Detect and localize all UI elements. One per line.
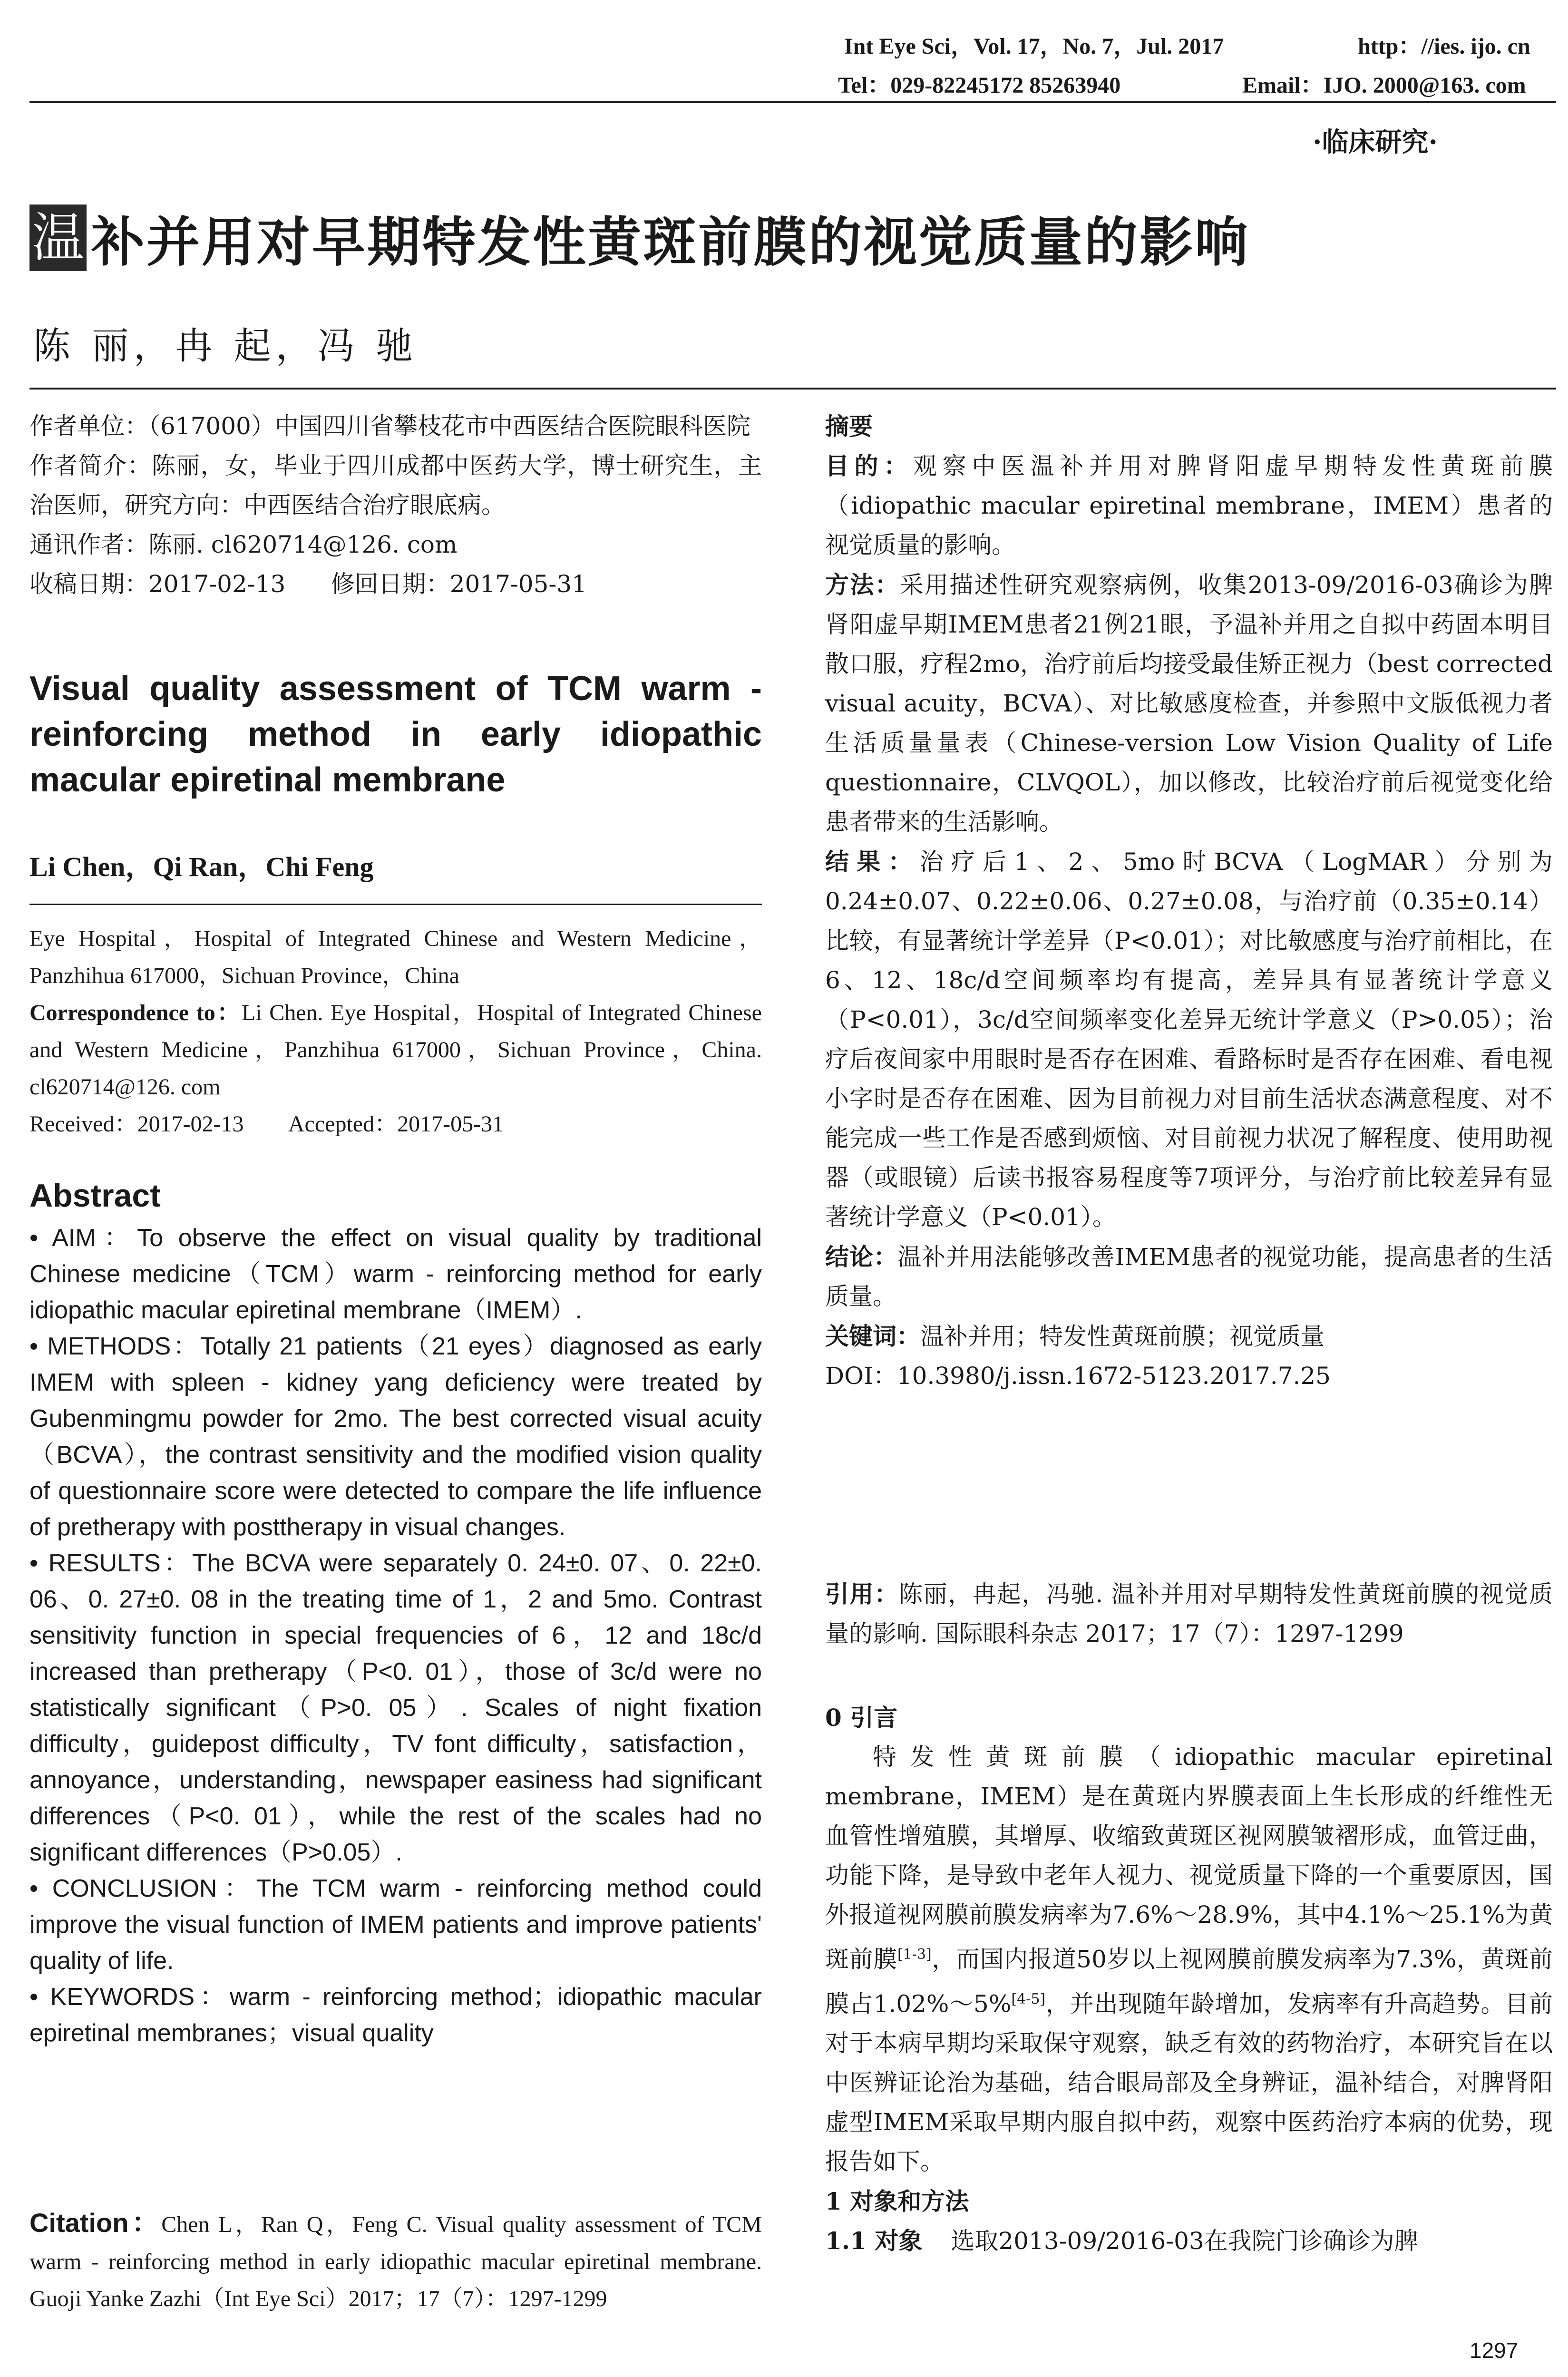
citation	[29, 2204, 762, 2318]
correspondence-label: Correspondence to：	[29, 1000, 242, 1025]
title-text: 补并用对早期特发性黄斑前膜的视觉质量的影响	[91, 211, 1250, 273]
section-1-heading: 1 对象和方法	[825, 2187, 969, 2216]
doi: DOI：10.3980/j.issn.1672-5123.2017.7.25	[825, 1362, 1331, 1390]
chinese-citation-block	[825, 1574, 1553, 1654]
affiliation: 作者单位：（617000）中国四川省攀枝花市中西医结合医院眼科医院	[29, 412, 750, 440]
keywords	[825, 1316, 1553, 1356]
page-number: 1297	[1470, 2338, 1519, 2363]
summary-methods	[825, 565, 1553, 842]
keywords-label: 关键词：	[825, 1322, 920, 1350]
summary-conclusion	[825, 1237, 1553, 1316]
summary-heading: 摘要	[825, 412, 873, 440]
intro-paragraph	[825, 1737, 1553, 2182]
journal-tel: Tel：029-82245172 85263940	[838, 73, 1121, 98]
methods-text: 采用描述性研究观察病例，收集2013-09/2016-03确诊为脾肾阳虚早期IMEM患者21例21眼，予温补并用之自拟中药固本明目散口服，疗程2mo，治疗前后均接受最佳矫正视力（best corrected visual acuity，BCVA）、对比敏感度检查，并参照中文版低视力者生活质量量表（Chinese-version Low Vision Quality of Life questionnaire，CLVQOL），加以修改，比较治疗前后视觉变化给患者带来的生活影响。	[825, 571, 1553, 836]
authors-rule	[29, 388, 1556, 390]
section-1-1	[825, 2221, 1553, 2261]
journal-url: http：//ies. ijo. cn	[1358, 34, 1530, 59]
citation-text: Chen L，Ran Q，Feng C. Visual quality assessment of TCM warm - reinforcing method in early idiopathic macular epiretinal membrane. Guoji Yanke Zazhi（Int Eye Sci）2017；17（7）：1297-1299	[29, 2212, 762, 2311]
intro-ref-2: [4-5]	[1011, 1990, 1046, 2007]
intro-text-c: ，并出现随年龄增加，发病率有升高趋势。目前对于本病早期均采取保守观察，缺乏有效的药物治疗，本研究旨在以中医辨证论治为基础，结合眼局部及全身辨证，温补结合，对脾肾阳虚型IMEM采取早期内服自拟中药，观察中医药治疗本病的优势，现报告如下。	[825, 1990, 1553, 2176]
cite-label: 引用：	[825, 1580, 899, 1608]
english-affiliation: Eye Hospital，Hospital of Integrated Chinese and Western Medicine，Panzhihua 617000，Sichuan Province，China	[29, 926, 762, 988]
results-text: 治疗后1、2、5mo时BCVA（LogMAR）分别为0.24±0.07、0.22±0.06、0.27±0.08，与治疗前（0.35±0.14）比较，有显著统计学差异（P<0.01）；对比敏感度与治疗前相比，在6、12、18c/d空间频率均有提高，差异具有显著统计学意义（P<0.01），3c/d空间频率变化差异无统计学意义（P>0.05）；治疗后夜间家中用眼时是否存在困难、看路标时是否存在困难、看电视小字时是否存在困难、因为目前视力对目前生活状态满意程度、对不能完成一些工作是否感到烦恼、对目前视力状况了解程度、使用助视器（或眼镜）后读书报容易程度等7项评分，与治疗前比较差异有显著统计学意义（P<0.01）。	[825, 848, 1553, 1231]
correspondence-text: Li Chen. Eye Hospital，Hospital of Integrated Chinese and Western Medicine，Panzhihua 617000，Sichuan Province，China. cl620714@126. com	[29, 1000, 762, 1100]
keywords-text: 温补并用；特发性黄斑前膜；视觉质量	[920, 1323, 1325, 1350]
authors-cn: 陈 丽，冉 起，冯 驰	[33, 325, 418, 368]
english-affiliation-block	[29, 920, 762, 1143]
summary-results	[825, 842, 1553, 1237]
abstract-aim: • AIM：To observe the effect on visual quality by traditional Chinese medicine（TCM）warm - reinforcing method for early idiopathic macular epiretinal membrane（IMEM）.	[29, 1224, 762, 1324]
objective-text: 观察中医温补并用对脾肾阳虚早期特发性黄斑前膜（idiopathic macular epiretinal membrane，IMEM）患者的视觉质量的影响。	[825, 452, 1553, 559]
english-title: Visual quality assessment of TCM warm - reinforcing method in early idiopathic macular epiretinal membrane	[29, 670, 762, 799]
corresponding-author: 通讯作者：陈丽. cl620714@126. com	[29, 531, 458, 558]
intro-text-a: 特发性黄斑前膜（idiopathic macular epiretinal membrane，IMEM）是在黄斑内界膜表面上生长形成的纤维性无血管性增殖膜，其增厚、收缩致黄斑区视网膜皱褶形成，血管迂曲，功能下降，是导致中老年人视力、视觉质量下降的一个重要原因，国外报道视网膜前膜发病率为7.6%～28.9%，其中4.1%～25.1%为黄斑前膜	[825, 1743, 1553, 1973]
english-authors: Li Chen，Qi Ran，Chi Feng	[29, 851, 374, 882]
summary-objective	[825, 446, 1553, 565]
section-tag: ·临床研究·	[1313, 127, 1438, 158]
objective-label: 目的：	[825, 452, 913, 480]
abstract-keywords: • KEYWORDS：warm - reinforcing method；idiopathic macular epiretinal membranes；visual quality	[29, 1983, 762, 2047]
title-first-char: 温	[29, 205, 87, 271]
conclusion-text: 温补并用法能够改善IMEM患者的视觉功能，提高患者的生活质量。	[825, 1243, 1553, 1310]
abstract-heading: Abstract	[29, 1178, 161, 1214]
dates-cn: 收稿日期：2017-02-13 修回日期：2017-05-31	[29, 570, 587, 598]
intro-text-b: ，而国内报道50岁以上视网膜前膜发病率为7.3%，黄斑前膜占1.02%～5%	[825, 1945, 1553, 2018]
english-authors-rule	[29, 904, 762, 905]
cite-text: 陈丽，冉起，冯驰. 温补并用对早期特发性黄斑前膜的视觉质量的影响. 国际眼科杂志 2017；17（7）：1297-1299	[825, 1580, 1553, 1647]
section-1-1-text: 选取2013-09/2016-03在我院门诊确诊为脾	[951, 2227, 1418, 2255]
dates-en: Received：2017-02-13 Accepted：2017-05-31	[29, 1111, 504, 1137]
citation-block	[29, 2204, 762, 2318]
intro-ref-1: [1-3]	[897, 1946, 932, 1963]
methods-label: 方法：	[825, 571, 900, 599]
intro-heading: 0 引言	[825, 1704, 898, 1732]
abstract-methods: • METHODS：Totally 21 patients（21 eyes）diagnosed as early IMEM with spleen - kidney yang deficiency were treated by Gubenmingmu powder for 2mo. The best corrected visual acuity（BCVA），the contrast sensitivity and the modified vision quality of questionnaire score were detected to compare the life influence of pretherapy with posttherapy in visual changes.	[29, 1333, 762, 1541]
affiliation-block	[29, 407, 762, 604]
journal-email: Email：IJO. 2000@163. com	[1242, 73, 1526, 98]
citation-label: Citation：	[29, 2208, 162, 2238]
abstract-conclusion: • CONCLUSION：The TCM warm - reinforcing method could improve the visual function of IMEM patients and improve patients' quality of life.	[29, 1875, 762, 1975]
correspondence	[29, 994, 762, 1106]
abstract-body	[29, 1220, 762, 2051]
chinese-abstract	[825, 407, 1553, 1396]
introduction	[825, 1698, 1553, 2261]
page-title	[29, 200, 1250, 276]
conclusion-label: 结论：	[825, 1243, 898, 1271]
journal-info: Int Eye Sci，Vol. 17，No. 7，Jul. 2017	[844, 34, 1224, 59]
results-label: 结果：	[825, 848, 920, 876]
abstract-results: • RESULTS：The BCVA were separately 0. 24±0. 07、0. 22±0. 06、0. 27±0. 08 in the treating time of 1，2 and 5mo. Contrast sensitivity function in special frequencies of 6，12 and 18c/d increased than pretherapy（P<0. 01），those of 3c/d were no statistically significant（P>0. 05）. Scales of night fixation difficulty，guidepost difficulty，TV font difficulty，satisfaction，annoyance，understanding，newspaper easiness had significant differences（P<0. 01），while the rest of the scales had no significant differences（P>0.05）.	[29, 1549, 762, 1866]
section-1-1-label: 1.1 对象	[825, 2227, 923, 2255]
chinese-citation	[825, 1574, 1553, 1654]
header-rule	[29, 101, 1556, 103]
author-bio: 作者简介：陈丽，女，毕业于四川成都中医药大学，博士研究生，主治医师，研究方向：中西医结合治疗眼底病。	[29, 452, 762, 519]
